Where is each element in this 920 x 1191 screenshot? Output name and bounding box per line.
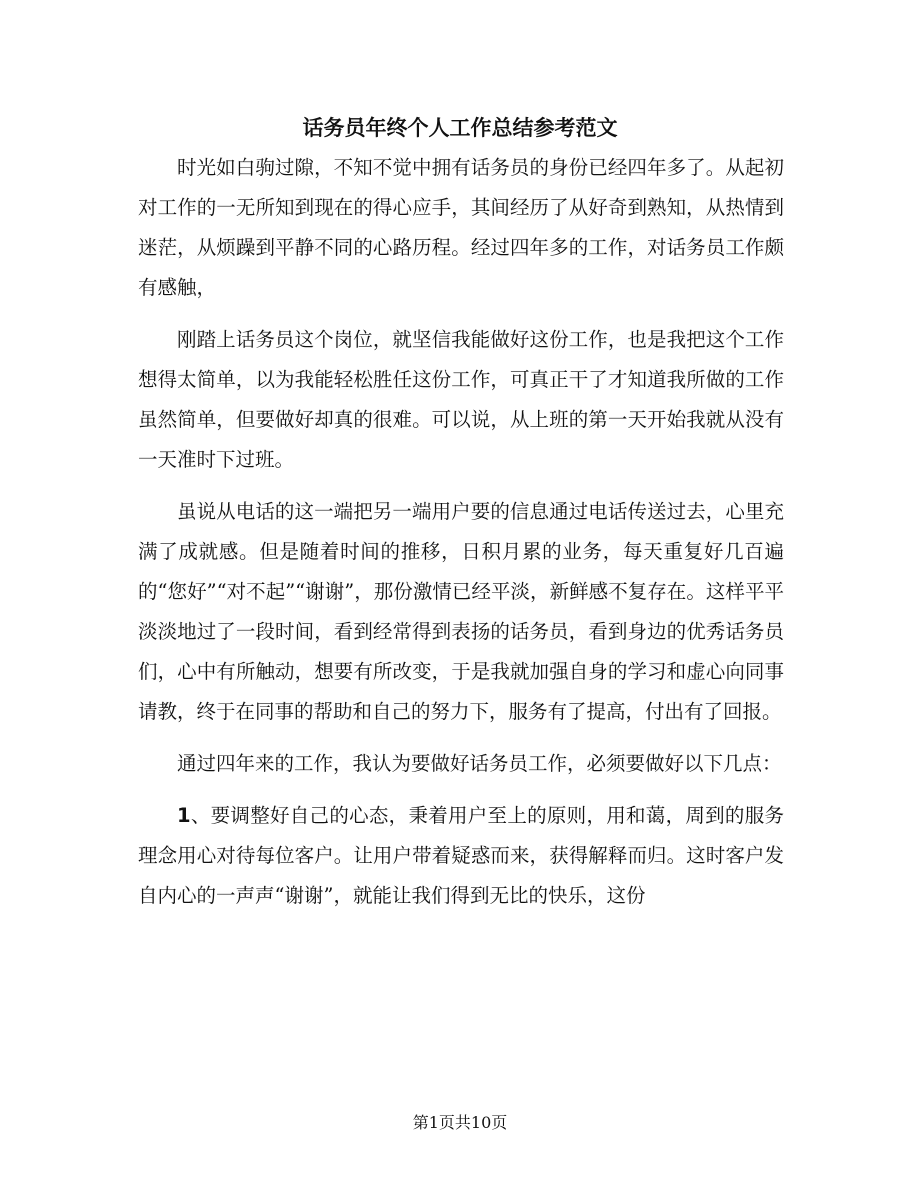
list-item-point-1: [138, 796, 784, 916]
document-body: [138, 148, 784, 928]
point-1-text: 要调整好自己的心态，秉着用户至上的原则，用和蔼，周到的服务理念用心对待每位客户。让用户带着疑惑而来，获得解释而归。这时客户发自内心的一声声“谢谢”，就能让我们得到无比的快乐，这份: [138, 804, 784, 907]
point-1-number: 1: [177, 804, 191, 827]
page-number-footer: 第1页共10页: [412, 1113, 508, 1132]
document-title: 话务员年终个人工作总结参考范文: [302, 116, 618, 140]
point-1-separator: 、: [190, 804, 211, 827]
paragraph-achievement: 虽说从电话的这一端把另一端用户要的信息通过电话传送过去，心里充满了成就感。但是随着时间的推移，日积月累的业务，每天重复好几百遍的“您好”“对不起”“谢谢”，那份激情已经平淡，新鲜感不复存在。这样平平淡淡地过了一段时间，看到经常得到表扬的话务员，看到身边的优秀话务员们，心中有所触动，想要有所改变，于是我就加强自身的学习和虚心向同事请教，终于在同事的帮助和自己的努力下，服务有了提高，付出有了回报。: [138, 500, 784, 723]
paragraph-key-points-intro: 通过四年来的工作，我认为要做好话务员工作，必须要做好以下几点：: [177, 752, 782, 775]
paragraph-new-position: 刚踏上话务员这个岗位，就坚信我能做好这份工作，也是我把这个工作想得太简单，以为我能轻松胜任这份工作，可真正干了才知道我所做的工作虽然简单，但要做好却真的很难。可以说，从上班的第一天开始我就从没有一天准时下过班。: [138, 328, 784, 471]
paragraph-intro: 时光如白驹过隙，不知不觉中拥有话务员的身份已经四年多了。从起初对工作的一无所知到现在的得心应手，其间经历了从好奇到熟知，从热情到迷茫，从烦躁到平静不同的心路历程。经过四年多的工作，对话务员工作颇有感触，: [138, 156, 784, 299]
